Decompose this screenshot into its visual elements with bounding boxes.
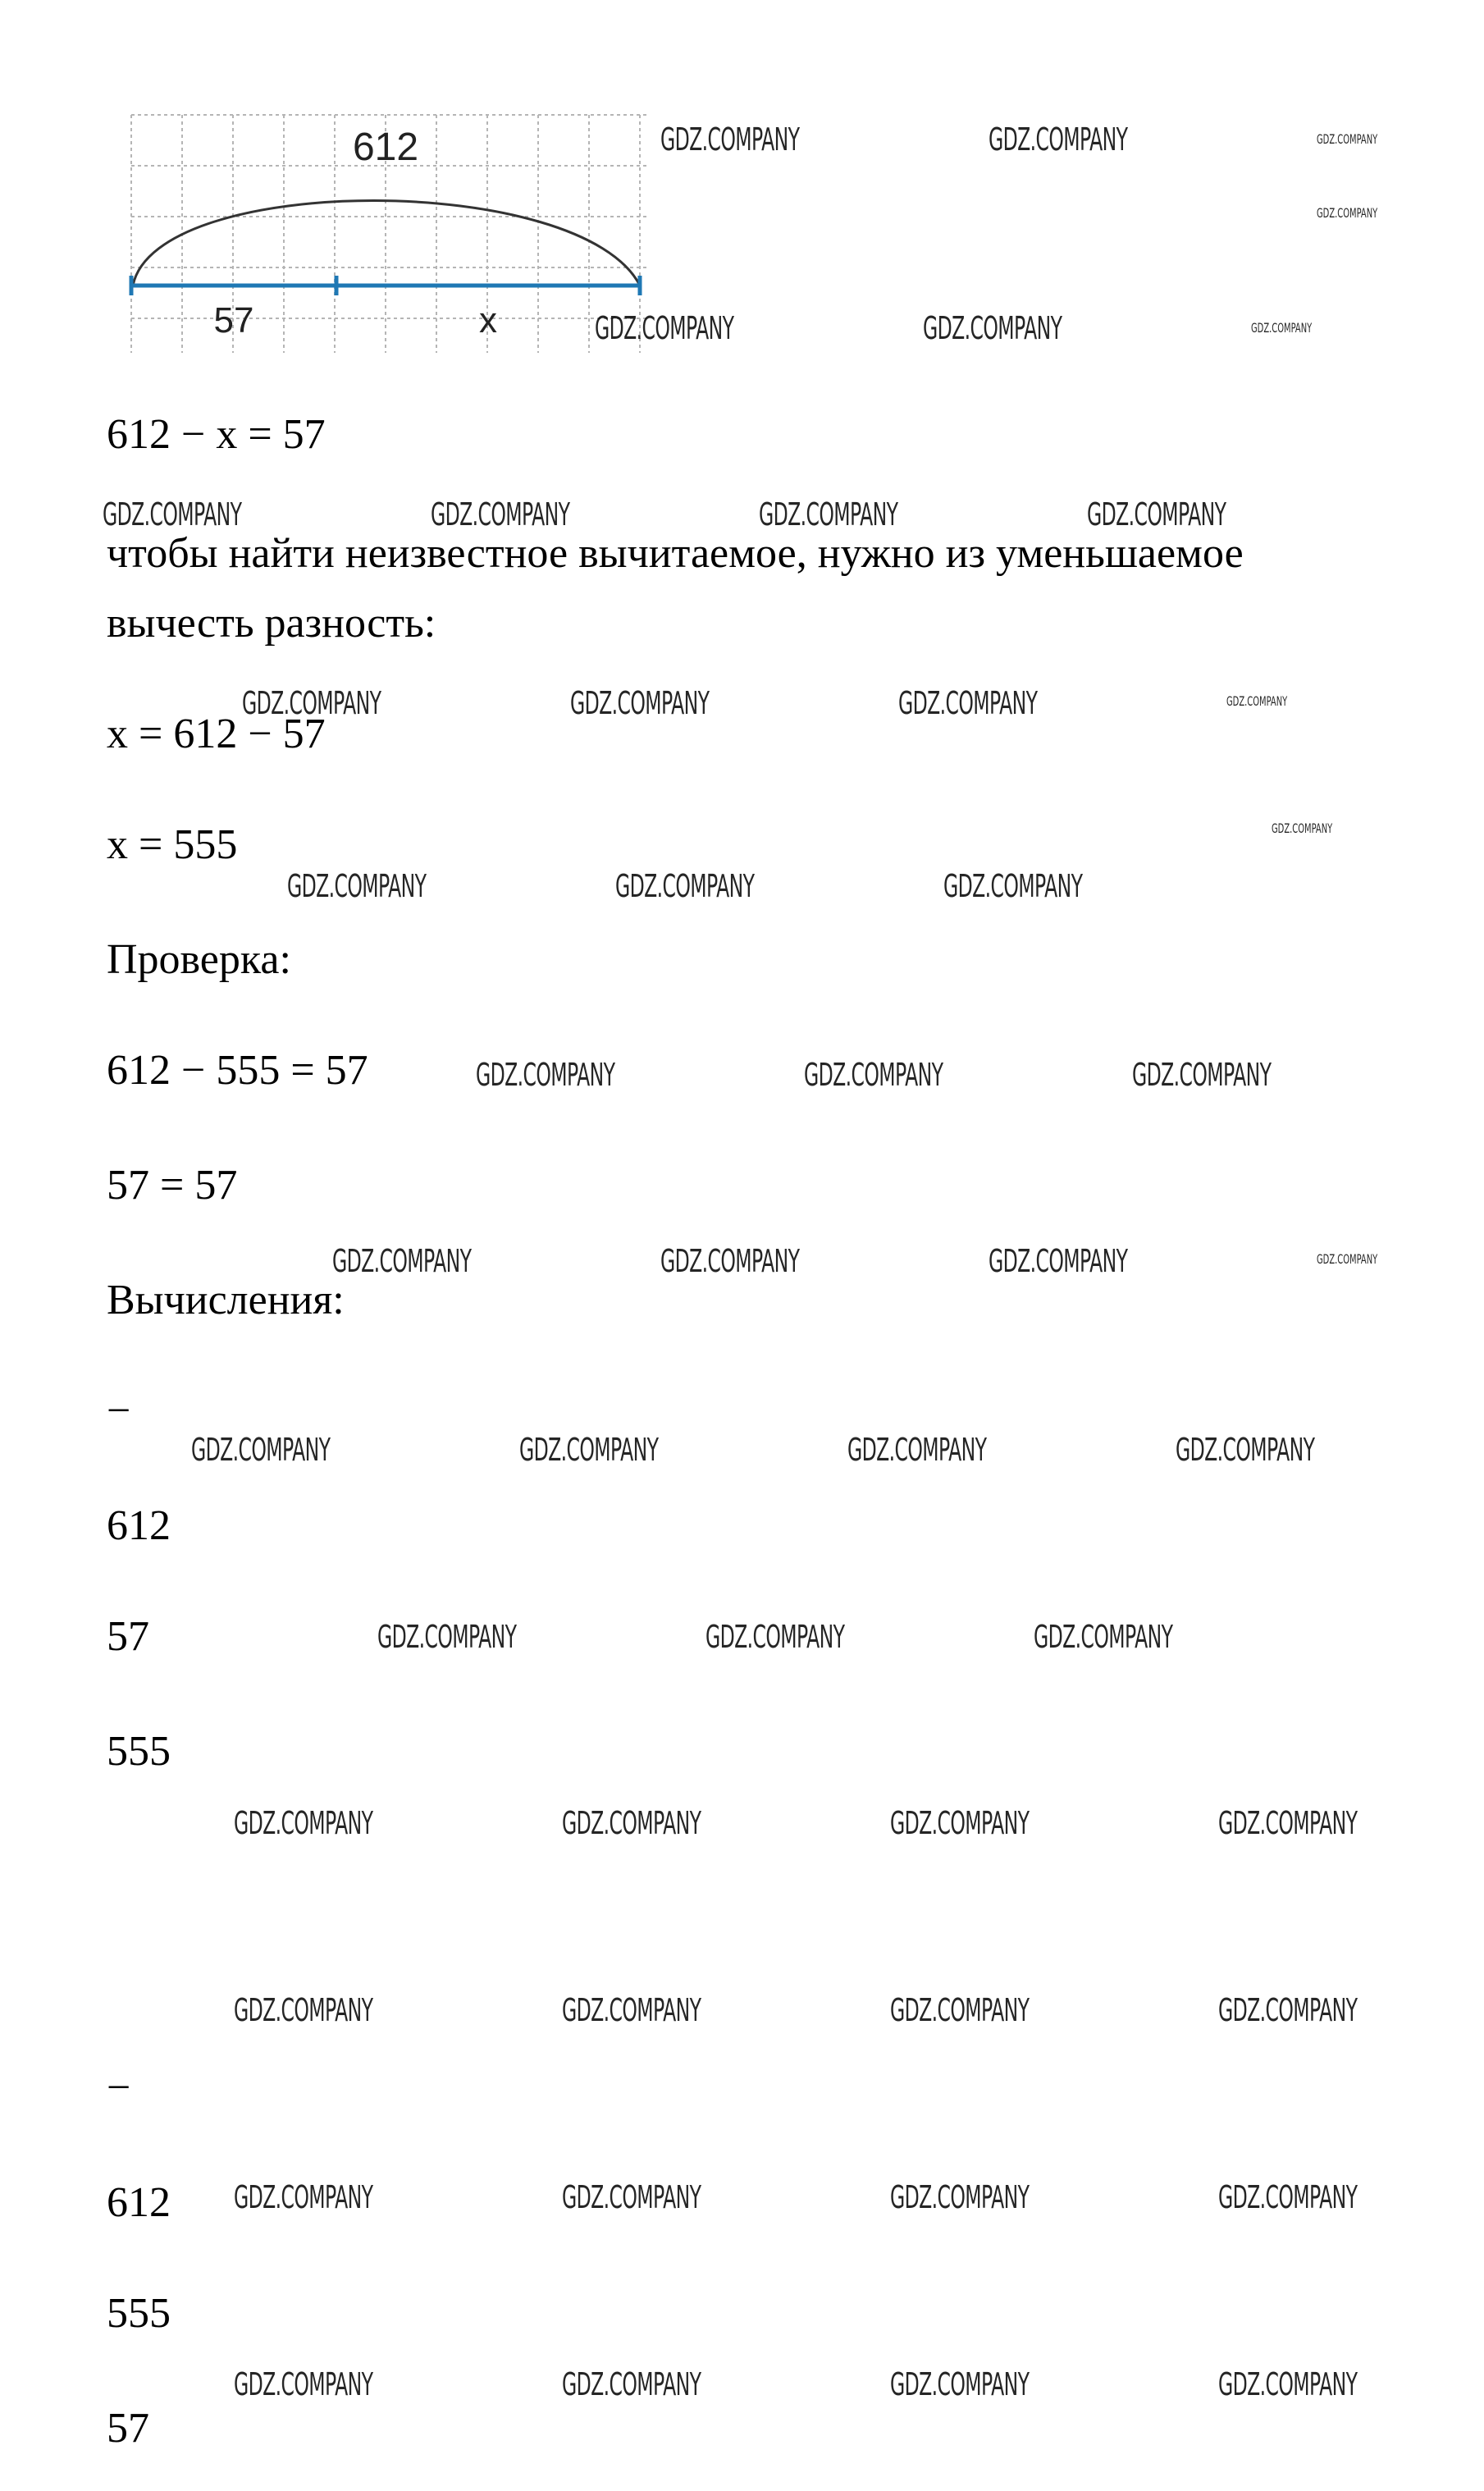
calc2-minuend: 612 [107, 2179, 171, 2226]
watermark: GDZ.COMPANY [847, 1432, 987, 1468]
watermark: GDZ.COMPANY [1034, 1619, 1173, 1655]
watermark: GDZ.COMPANY [287, 868, 427, 904]
watermark: GDZ.COMPANY [562, 1805, 701, 1841]
step-2: x = 555 [107, 821, 238, 868]
watermark: GDZ.COMPANY [1218, 2179, 1358, 2215]
watermark: GDZ.COMPANY [562, 2366, 701, 2402]
watermark: GDZ.COMPANY [570, 685, 710, 721]
watermark: GDZ.COMPANY [1218, 1992, 1358, 2028]
equation: 612 − x = 57 [107, 411, 326, 458]
watermark: GDZ.COMPANY [1317, 1251, 1378, 1267]
watermark: GDZ.COMPANY [234, 2179, 373, 2215]
watermark: GDZ.COMPANY [103, 496, 242, 532]
watermark: GDZ.COMPANY [898, 685, 1038, 721]
rule-line-1: чтобы найти неизвестное вычитаемое, нужно из уменьшаемое [107, 530, 1244, 577]
unknown-label: x [479, 300, 497, 341]
watermark: GDZ.COMPANY [234, 1992, 373, 2028]
check-2: 57 = 57 [107, 1162, 238, 1209]
watermark: GDZ.COMPANY [234, 1805, 373, 1841]
watermark: GDZ.COMPANY [804, 1057, 943, 1093]
part-label: 57 [213, 300, 254, 341]
watermark: GDZ.COMPANY [1087, 496, 1226, 532]
watermark: GDZ.COMPANY [1218, 1805, 1358, 1841]
calc2-sign: − [107, 2064, 131, 2111]
total-label: 612 [352, 126, 419, 169]
calc1-minuend: 612 [107, 1502, 171, 1549]
check-1: 612 − 555 = 57 [107, 1047, 368, 1094]
calc1-subtrahend: 57 [107, 1613, 149, 1660]
watermark: GDZ.COMPANY [989, 121, 1128, 158]
calc1-sign: − [107, 1387, 131, 1434]
watermark: GDZ.COMPANY [191, 1432, 331, 1468]
watermark: GDZ.COMPANY [562, 2179, 701, 2215]
calc1-result: 555 [107, 1728, 171, 1775]
watermark: GDZ.COMPANY [989, 1243, 1128, 1279]
watermark: GDZ.COMPANY [595, 310, 734, 346]
watermark: GDZ.COMPANY [1218, 2366, 1358, 2402]
watermark: GDZ.COMPANY [431, 496, 570, 532]
watermark: GDZ.COMPANY [1132, 1057, 1272, 1093]
rule-line-2: вычесть разность: [107, 600, 436, 647]
watermark: GDZ.COMPANY [890, 1805, 1030, 1841]
watermark: GDZ.COMPANY [332, 1243, 472, 1279]
segment-diagram [123, 107, 648, 353]
watermark: GDZ.COMPANY [705, 1619, 845, 1655]
calc-title: Вычисления: [107, 1277, 345, 1323]
calc2-subtrahend: 555 [107, 2290, 171, 2337]
watermark: GDZ.COMPANY [519, 1432, 659, 1468]
watermark: GDZ.COMPANY [660, 121, 800, 158]
watermark: GDZ.COMPANY [943, 868, 1083, 904]
watermark: GDZ.COMPANY [377, 1619, 517, 1655]
watermark: GDZ.COMPANY [242, 685, 381, 721]
calc2-result: 57 [107, 2405, 149, 2452]
watermark: GDZ.COMPANY [1251, 320, 1313, 336]
watermark: GDZ.COMPANY [1317, 205, 1378, 221]
watermark: GDZ.COMPANY [890, 2179, 1030, 2215]
watermark: GDZ.COMPANY [890, 1992, 1030, 2028]
check-title: Проверка: [107, 936, 291, 983]
watermark: GDZ.COMPANY [562, 1992, 701, 2028]
watermark: GDZ.COMPANY [1176, 1432, 1315, 1468]
watermark: GDZ.COMPANY [615, 868, 755, 904]
watermark: GDZ.COMPANY [1226, 693, 1288, 709]
watermark: GDZ.COMPANY [759, 496, 898, 532]
watermark: GDZ.COMPANY [890, 2366, 1030, 2402]
watermark: GDZ.COMPANY [234, 2366, 373, 2402]
watermark: GDZ.COMPANY [476, 1057, 615, 1093]
watermark: GDZ.COMPANY [923, 310, 1062, 346]
watermark: GDZ.COMPANY [660, 1243, 800, 1279]
step-1: x = 612 − 57 [107, 711, 326, 757]
watermark: GDZ.COMPANY [1272, 820, 1333, 836]
watermark: GDZ.COMPANY [1317, 131, 1378, 147]
